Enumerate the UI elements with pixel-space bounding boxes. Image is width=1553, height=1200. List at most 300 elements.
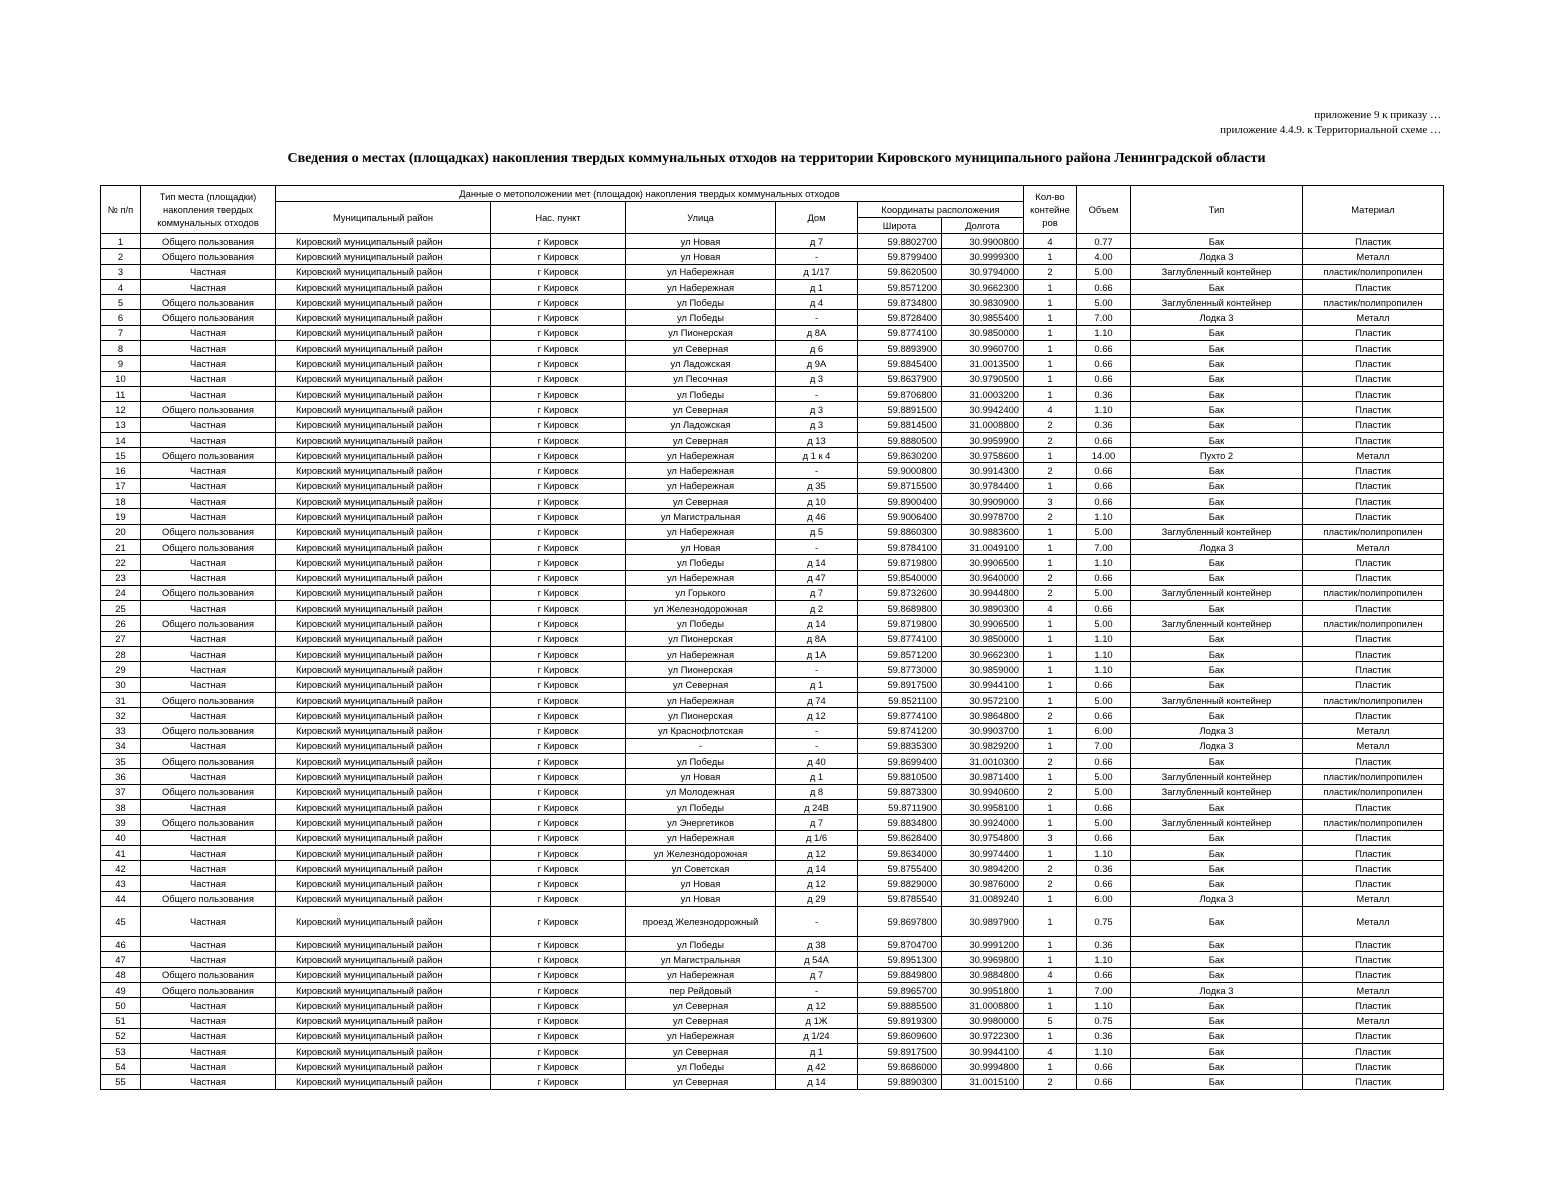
cell-num: 4 <box>101 279 141 294</box>
cell-place-type: Частная <box>141 279 276 294</box>
cell-num: 13 <box>101 417 141 432</box>
cell-house: д 13 <box>776 432 858 447</box>
cell-volume: 0.75 <box>1077 907 1131 937</box>
cell-volume: 14.00 <box>1077 448 1131 463</box>
header-type-place-line2: накопления твердых <box>163 204 253 215</box>
cell-num: 36 <box>101 769 141 784</box>
cell-place-type: Частная <box>141 952 276 967</box>
cell-volume: 5.00 <box>1077 295 1131 310</box>
header-type-place-line3: коммунальных отходов <box>157 217 259 228</box>
cell-lon: 30.9978700 <box>942 509 1024 524</box>
cell-street: ул Набережная <box>626 448 776 463</box>
cell-settlement: г Кировск <box>491 861 626 876</box>
cell-settlement: г Кировск <box>491 417 626 432</box>
cell-lon: 30.9890300 <box>942 601 1024 616</box>
cell-count: 4 <box>1024 402 1077 417</box>
cell-count: 2 <box>1024 585 1077 600</box>
cell-lat: 59.8741200 <box>858 723 942 738</box>
cell-volume: 1.10 <box>1077 952 1131 967</box>
cell-volume: 1.10 <box>1077 555 1131 570</box>
cell-lat: 59.8634000 <box>858 845 942 860</box>
cell-house: д 74 <box>776 692 858 707</box>
cell-type: Заглубленный контейнер <box>1131 784 1303 799</box>
cell-volume: 7.00 <box>1077 310 1131 325</box>
cell-count: 1 <box>1024 982 1077 997</box>
cell-volume: 5.00 <box>1077 692 1131 707</box>
cell-lat: 59.8571200 <box>858 279 942 294</box>
cell-lon: 30.9662300 <box>942 279 1024 294</box>
cell-lon: 30.9906500 <box>942 616 1024 631</box>
cell-lat: 59.8917500 <box>858 677 942 692</box>
cell-lat: 59.8774100 <box>858 325 942 340</box>
table-row <box>101 1013 1444 1028</box>
table-row <box>101 371 1444 386</box>
header-coords: Координаты расположения <box>858 202 1024 218</box>
cell-num: 46 <box>101 937 141 952</box>
table-row <box>101 738 1444 753</box>
header-lat: Широта <box>858 218 942 234</box>
cell-house: д 10 <box>776 494 858 509</box>
cell-street: ул Северная <box>626 402 776 417</box>
document-title: Сведения о местах (площадках) накопления твердых коммунальных отходов на территории Кировского муниципального района Ленинградской области <box>287 151 1266 166</box>
cell-num: 37 <box>101 784 141 799</box>
cell-place-type: Общего пользования <box>141 585 276 600</box>
cell-house: д 7 <box>776 815 858 830</box>
table-row <box>101 662 1444 677</box>
cell-material: Металл <box>1303 907 1444 937</box>
cell-settlement: г Кировск <box>491 524 626 539</box>
cell-type: Лодка 3 <box>1131 738 1303 753</box>
cell-material: Пластик <box>1303 463 1444 478</box>
cell-lat: 59.9006400 <box>858 509 942 524</box>
cell-place-type: Общего пользования <box>141 891 276 906</box>
cell-type: Заглубленный контейнер <box>1131 616 1303 631</box>
table-row <box>101 677 1444 692</box>
cell-place-type: Общего пользования <box>141 524 276 539</box>
cell-settlement: г Кировск <box>491 279 626 294</box>
cell-volume: 1.10 <box>1077 631 1131 646</box>
cell-lon: 30.9794000 <box>942 264 1024 279</box>
cell-count: 1 <box>1024 616 1077 631</box>
cell-place-type: Общего пользования <box>141 402 276 417</box>
cell-lon: 30.9959900 <box>942 432 1024 447</box>
cell-lon: 30.9951800 <box>942 982 1024 997</box>
cell-lon: 30.9991200 <box>942 937 1024 952</box>
cell-lon: 30.9980000 <box>942 1013 1024 1028</box>
cell-type: Бак <box>1131 647 1303 662</box>
cell-place-type: Частная <box>141 998 276 1013</box>
cell-lat: 59.8951300 <box>858 952 942 967</box>
cell-place-type: Общего пользования <box>141 754 276 769</box>
cell-district: Кировский муниципальный район <box>276 1013 491 1028</box>
cell-street: ул Набережная <box>626 692 776 707</box>
cell-lat: 59.8885500 <box>858 998 942 1013</box>
cell-lat: 59.8965700 <box>858 982 942 997</box>
cell-lat: 59.8849800 <box>858 967 942 982</box>
cell-type: Бак <box>1131 830 1303 845</box>
cell-street: ул Северная <box>626 494 776 509</box>
cell-district: Кировский муниципальный район <box>276 448 491 463</box>
cell-type: Заглубленный контейнер <box>1131 769 1303 784</box>
cell-volume: 0.36 <box>1077 937 1131 952</box>
cell-num: 25 <box>101 601 141 616</box>
cell-type: Бак <box>1131 1013 1303 1028</box>
table-row <box>101 967 1444 982</box>
cell-house: - <box>776 907 858 937</box>
header-type: Тип <box>1131 186 1303 234</box>
cell-count: 2 <box>1024 417 1077 432</box>
cell-type: Бак <box>1131 631 1303 646</box>
cell-house: д 42 <box>776 1059 858 1074</box>
cell-volume: 6.00 <box>1077 891 1131 906</box>
cell-type: Бак <box>1131 799 1303 814</box>
cell-lon: 30.9900800 <box>942 234 1024 249</box>
table-row <box>101 723 1444 738</box>
cell-type: Бак <box>1131 478 1303 493</box>
cell-volume: 0.66 <box>1077 601 1131 616</box>
cell-settlement: г Кировск <box>491 341 626 356</box>
cell-street: ул Победы <box>626 386 776 401</box>
cell-house: д 54А <box>776 952 858 967</box>
cell-house: д 8 <box>776 784 858 799</box>
cell-type: Бак <box>1131 998 1303 1013</box>
cell-lon: 30.9944800 <box>942 585 1024 600</box>
cell-material: Пластик <box>1303 952 1444 967</box>
cell-count: 4 <box>1024 234 1077 249</box>
cell-num: 28 <box>101 647 141 662</box>
waste-sites-table <box>100 185 1444 1090</box>
cell-street: ул Ладожская <box>626 417 776 432</box>
cell-district: Кировский муниципальный район <box>276 631 491 646</box>
cell-type: Бак <box>1131 402 1303 417</box>
table-row <box>101 478 1444 493</box>
cell-lon: 31.0003200 <box>942 386 1024 401</box>
cell-lon: 30.9960700 <box>942 341 1024 356</box>
cell-lon: 31.0008800 <box>942 417 1024 432</box>
cell-volume: 5.00 <box>1077 524 1131 539</box>
table-row <box>101 1074 1444 1089</box>
cell-lon: 30.9850000 <box>942 325 1024 340</box>
header-location: Данные о метоположении мет (площадок) накопления твердых коммунальных отходов <box>276 186 1024 202</box>
cell-house: д 14 <box>776 861 858 876</box>
header-settlement: Нас. пункт <box>491 202 626 234</box>
cell-house: д 1 <box>776 769 858 784</box>
cell-material: Металл <box>1303 982 1444 997</box>
cell-settlement: г Кировск <box>491 585 626 600</box>
cell-street: ул Железнодорожная <box>626 601 776 616</box>
cell-lon: 30.9884800 <box>942 967 1024 982</box>
cell-lat: 59.8628400 <box>858 830 942 845</box>
cell-street: ул Горького <box>626 585 776 600</box>
cell-place-type: Частная <box>141 1074 276 1089</box>
cell-settlement: г Кировск <box>491 723 626 738</box>
cell-volume: 0.77 <box>1077 234 1131 249</box>
cell-volume: 7.00 <box>1077 982 1131 997</box>
cell-street: ул Краснофлотская <box>626 723 776 738</box>
cell-settlement: г Кировск <box>491 998 626 1013</box>
cell-material: Пластик <box>1303 341 1444 356</box>
cell-lat: 59.8834800 <box>858 815 942 830</box>
cell-house: д 40 <box>776 754 858 769</box>
cell-num: 43 <box>101 876 141 891</box>
cell-settlement: г Кировск <box>491 1013 626 1028</box>
cell-street: ул Набережная <box>626 647 776 662</box>
cell-street: ул Набережная <box>626 830 776 845</box>
table-row <box>101 601 1444 616</box>
cell-type: Заглубленный контейнер <box>1131 585 1303 600</box>
cell-house: д 14 <box>776 1074 858 1089</box>
cell-volume: 0.36 <box>1077 1028 1131 1043</box>
cell-lat: 59.8890300 <box>858 1074 942 1089</box>
cell-house: д 4 <box>776 295 858 310</box>
cell-material: Пластик <box>1303 386 1444 401</box>
cell-count: 1 <box>1024 891 1077 906</box>
cell-place-type: Частная <box>141 769 276 784</box>
table-row <box>101 279 1444 294</box>
cell-house: д 12 <box>776 845 858 860</box>
cell-settlement: г Кировск <box>491 1044 626 1059</box>
table-row <box>101 616 1444 631</box>
cell-street: ул Набережная <box>626 463 776 478</box>
cell-lon: 30.9894200 <box>942 861 1024 876</box>
cell-street: ул Победы <box>626 754 776 769</box>
cell-volume: 0.66 <box>1077 356 1131 371</box>
cell-material: пластик/полипропилен <box>1303 815 1444 830</box>
cell-place-type: Общего пользования <box>141 249 276 264</box>
table-row <box>101 341 1444 356</box>
cell-district: Кировский муниципальный район <box>276 524 491 539</box>
cell-volume: 5.00 <box>1077 616 1131 631</box>
cell-volume: 5.00 <box>1077 784 1131 799</box>
cell-district: Кировский муниципальный район <box>276 662 491 677</box>
cell-street: ул Победы <box>626 310 776 325</box>
cell-district: Кировский муниципальный район <box>276 601 491 616</box>
cell-material: Пластик <box>1303 570 1444 585</box>
cell-lat: 59.8810500 <box>858 769 942 784</box>
cell-place-type: Частная <box>141 386 276 401</box>
cell-place-type: Частная <box>141 647 276 662</box>
table-row <box>101 417 1444 432</box>
cell-num: 40 <box>101 830 141 845</box>
cell-lat: 59.8715500 <box>858 478 942 493</box>
cell-material: Металл <box>1303 738 1444 753</box>
cell-settlement: г Кировск <box>491 967 626 982</box>
header-lon: Долгота <box>942 218 1024 234</box>
cell-volume: 1.10 <box>1077 509 1131 524</box>
cell-type: Бак <box>1131 356 1303 371</box>
cell-num: 7 <box>101 325 141 340</box>
cell-house: д 1 <box>776 677 858 692</box>
cell-place-type: Частная <box>141 708 276 723</box>
cell-count: 5 <box>1024 1013 1077 1028</box>
cell-place-type: Частная <box>141 264 276 279</box>
cell-num: 31 <box>101 692 141 707</box>
cell-num: 49 <box>101 982 141 997</box>
cell-num: 20 <box>101 524 141 539</box>
cell-settlement: г Кировск <box>491 234 626 249</box>
cell-type: Заглубленный контейнер <box>1131 815 1303 830</box>
cell-district: Кировский муниципальный район <box>276 325 491 340</box>
cell-house: - <box>776 386 858 401</box>
cell-num: 55 <box>101 1074 141 1089</box>
cell-count: 4 <box>1024 601 1077 616</box>
cell-count: 1 <box>1024 692 1077 707</box>
cell-num: 41 <box>101 845 141 860</box>
cell-settlement: г Кировск <box>491 1059 626 1074</box>
cell-street: пер Рейдовый <box>626 982 776 997</box>
cell-street: ул Набережная <box>626 967 776 982</box>
cell-settlement: г Кировск <box>491 982 626 997</box>
cell-type: Бак <box>1131 371 1303 386</box>
cell-house: д 12 <box>776 708 858 723</box>
cell-district: Кировский муниципальный район <box>276 784 491 799</box>
table-row <box>101 845 1444 860</box>
cell-num: 30 <box>101 677 141 692</box>
cell-lat: 59.8860300 <box>858 524 942 539</box>
cell-place-type: Частная <box>141 478 276 493</box>
cell-lon: 30.9758600 <box>942 448 1024 463</box>
cell-material: пластик/полипропилен <box>1303 585 1444 600</box>
cell-volume: 7.00 <box>1077 738 1131 753</box>
cell-count: 1 <box>1024 325 1077 340</box>
cell-material: Пластик <box>1303 647 1444 662</box>
cell-num: 54 <box>101 1059 141 1074</box>
cell-settlement: г Кировск <box>491 509 626 524</box>
cell-settlement: г Кировск <box>491 891 626 906</box>
cell-lat: 59.8773000 <box>858 662 942 677</box>
cell-num: 29 <box>101 662 141 677</box>
cell-lon: 30.9640000 <box>942 570 1024 585</box>
cell-lon: 30.9958100 <box>942 799 1024 814</box>
cell-type: Бак <box>1131 967 1303 982</box>
table-row <box>101 647 1444 662</box>
cell-street: ул Набережная <box>626 264 776 279</box>
cell-num: 21 <box>101 539 141 554</box>
cell-type: Бак <box>1131 386 1303 401</box>
cell-lon: 30.9944100 <box>942 677 1024 692</box>
cell-house: д 9А <box>776 356 858 371</box>
cell-count: 1 <box>1024 249 1077 264</box>
cell-house: д 7 <box>776 585 858 600</box>
cell-district: Кировский муниципальный район <box>276 769 491 784</box>
cell-settlement: г Кировск <box>491 1074 626 1089</box>
table-row <box>101 585 1444 600</box>
cell-house: д 7 <box>776 234 858 249</box>
cell-count: 2 <box>1024 1074 1077 1089</box>
cell-district: Кировский муниципальный район <box>276 616 491 631</box>
header-material: Материал <box>1303 186 1444 234</box>
cell-material: Пластик <box>1303 677 1444 692</box>
table-row <box>101 494 1444 509</box>
cell-num: 51 <box>101 1013 141 1028</box>
cell-place-type: Общего пользования <box>141 967 276 982</box>
cell-lat: 59.8734800 <box>858 295 942 310</box>
cell-volume: 1.10 <box>1077 998 1131 1013</box>
cell-house: - <box>776 249 858 264</box>
cell-place-type: Частная <box>141 677 276 692</box>
cell-lon: 30.9722300 <box>942 1028 1024 1043</box>
cell-house: д 1А <box>776 647 858 662</box>
cell-material: Пластик <box>1303 478 1444 493</box>
cell-street: ул Магистральная <box>626 509 776 524</box>
cell-lat: 59.8719800 <box>858 555 942 570</box>
cell-count: 4 <box>1024 967 1077 982</box>
cell-volume: 0.66 <box>1077 478 1131 493</box>
cell-place-type: Частная <box>141 631 276 646</box>
cell-lon: 30.9994800 <box>942 1059 1024 1074</box>
cell-place-type: Общего пользования <box>141 448 276 463</box>
header-type-place <box>141 186 276 234</box>
header-num: № п/п <box>101 186 141 234</box>
cell-district: Кировский муниципальный район <box>276 861 491 876</box>
cell-volume: 0.36 <box>1077 417 1131 432</box>
cell-num: 24 <box>101 585 141 600</box>
cell-count: 1 <box>1024 478 1077 493</box>
cell-material: Пластик <box>1303 494 1444 509</box>
cell-settlement: г Кировск <box>491 677 626 692</box>
cell-material: Пластик <box>1303 876 1444 891</box>
cell-count: 2 <box>1024 754 1077 769</box>
cell-lon: 30.9850000 <box>942 631 1024 646</box>
cell-type: Лодка 3 <box>1131 249 1303 264</box>
cell-place-type: Частная <box>141 494 276 509</box>
cell-type: Лодка 3 <box>1131 891 1303 906</box>
cell-material: Металл <box>1303 448 1444 463</box>
cell-count: 1 <box>1024 647 1077 662</box>
cell-material: Пластик <box>1303 1044 1444 1059</box>
cell-lat: 59.8630200 <box>858 448 942 463</box>
cell-place-type: Частная <box>141 1013 276 1028</box>
cell-lon: 31.0008800 <box>942 998 1024 1013</box>
cell-count: 1 <box>1024 799 1077 814</box>
cell-type: Бак <box>1131 845 1303 860</box>
cell-material: Пластик <box>1303 998 1444 1013</box>
cell-count: 1 <box>1024 295 1077 310</box>
cell-material: Пластик <box>1303 799 1444 814</box>
cell-settlement: г Кировск <box>491 784 626 799</box>
cell-count: 1 <box>1024 662 1077 677</box>
cell-volume: 1.10 <box>1077 402 1131 417</box>
cell-house: д 1 к 4 <box>776 448 858 463</box>
cell-settlement: г Кировск <box>491 876 626 891</box>
cell-house: д 8А <box>776 631 858 646</box>
cell-num: 34 <box>101 738 141 753</box>
cell-lat: 59.8900400 <box>858 494 942 509</box>
table-row <box>101 524 1444 539</box>
cell-type: Бак <box>1131 662 1303 677</box>
cell-count: 2 <box>1024 264 1077 279</box>
cell-district: Кировский муниципальный район <box>276 1074 491 1089</box>
table-row <box>101 555 1444 570</box>
cell-num: 45 <box>101 907 141 937</box>
appendix-note-scheme: приложение 4.4.9. к Территориальной схеме … <box>1220 124 1441 136</box>
table-row <box>101 1044 1444 1059</box>
cell-house: д 7 <box>776 967 858 982</box>
cell-place-type: Общего пользования <box>141 310 276 325</box>
cell-settlement: г Кировск <box>491 830 626 845</box>
cell-num: 32 <box>101 708 141 723</box>
cell-lat: 59.8719800 <box>858 616 942 631</box>
cell-material: Пластик <box>1303 631 1444 646</box>
table-row <box>101 264 1444 279</box>
cell-type: Бак <box>1131 1028 1303 1043</box>
cell-district: Кировский муниципальный район <box>276 907 491 937</box>
cell-house: д 38 <box>776 937 858 952</box>
cell-district: Кировский муниципальный район <box>276 279 491 294</box>
cell-street: ул Новая <box>626 539 776 554</box>
table-row <box>101 876 1444 891</box>
cell-type: Бак <box>1131 555 1303 570</box>
